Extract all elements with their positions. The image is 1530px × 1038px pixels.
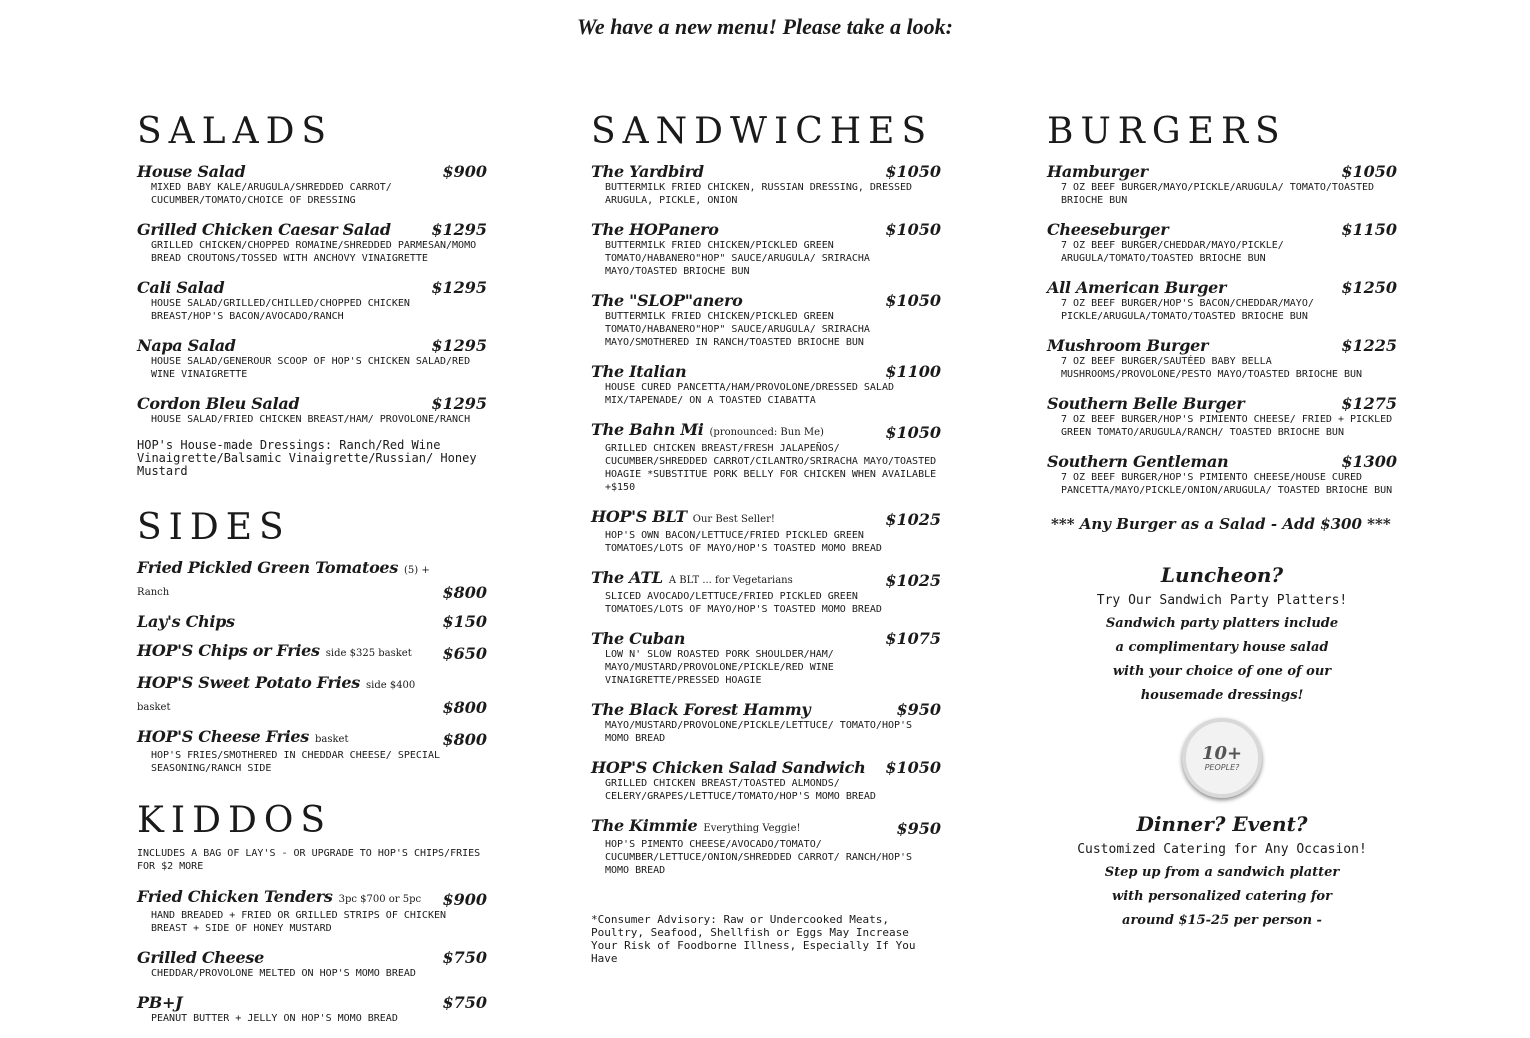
column-middle xyxy=(591,112,941,965)
menu-item-name xyxy=(137,887,421,909)
menu-item-price: $1150 xyxy=(1341,220,1397,239)
menu-item-title: The Cuban xyxy=(591,629,686,648)
menu-item-description: GRILLED CHICKEN BREAST/TOASTED ALMONDS/ CELERY/GRAPES/LETTUCE/TOMATO/HOP'S MOMO BREAD xyxy=(605,778,876,802)
menu-item-name xyxy=(137,612,235,631)
menu-item xyxy=(137,220,487,265)
menu-item-name xyxy=(137,948,264,967)
menu-item-header xyxy=(1047,452,1397,471)
menu-item-description: MIXED BABY KALE/ARUGULA/SHREDDED CARROT/ CUCUMBER/TOMATO/CHOICE OF DRESSING xyxy=(151,182,392,206)
menu-item-name xyxy=(591,162,704,181)
menu-item-price: $1295 xyxy=(431,394,487,413)
menu-item-price: $1225 xyxy=(1341,336,1397,355)
menu-item-name xyxy=(591,700,810,719)
menu-item xyxy=(137,673,487,717)
menu-item-price: $650 xyxy=(442,644,487,663)
menu-item-header xyxy=(137,278,487,297)
menu-item xyxy=(1047,452,1397,497)
menu-item-header xyxy=(591,568,941,590)
menu-item-title: Cordon Bleu Salad xyxy=(137,394,300,413)
menu-item-header xyxy=(1047,162,1397,181)
menu-item-price: $1300 xyxy=(1341,452,1397,471)
menu-item-header xyxy=(137,887,487,909)
menu-item-header xyxy=(591,362,941,381)
menu-item-name xyxy=(137,336,236,355)
dinner-title: Dinner? Event? xyxy=(1136,812,1308,836)
badge-count: 10+ xyxy=(1201,742,1243,764)
menu-item xyxy=(591,220,941,278)
menu-item-title: Southern Belle Burger xyxy=(1047,394,1245,413)
menu-item-price: $1050 xyxy=(885,220,941,239)
menu-item-name xyxy=(1047,336,1208,355)
menu-item-name xyxy=(137,727,348,749)
dressings-note: HOP's House-made Dressings: Ranch/Red Wine Vinaigrette/Balsamic Vinaigrette/Russian/ Honey Mustard xyxy=(137,438,477,478)
menu-item-name xyxy=(1047,162,1148,181)
menu-item-header xyxy=(137,673,487,717)
menu-item-title: HOP'S Cheese Fries xyxy=(137,727,309,746)
kiddos-heading: KIDDOS xyxy=(137,800,333,841)
menu-item-header xyxy=(137,558,487,602)
menu-item xyxy=(591,629,941,687)
menu-item-name xyxy=(591,507,775,529)
menu-item-price: $1100 xyxy=(885,362,941,381)
menu-item xyxy=(137,558,487,602)
menu-item-description: HOUSE SALAD/FRIED CHICKEN BREAST/HAM/ PROVOLONE/RANCH xyxy=(151,414,471,425)
menu-item-title: Napa Salad xyxy=(137,336,236,355)
menu-item-header xyxy=(137,948,487,967)
menu-item-title: HOP'S Chips or Fries xyxy=(137,641,320,660)
luncheon-body xyxy=(1047,612,1397,708)
menu-item-price: $750 xyxy=(442,993,487,1012)
menu-item-price: $1250 xyxy=(1341,278,1397,297)
menu-item-price: $950 xyxy=(896,819,941,838)
menu-item-note: (pronounced: Bun Me) xyxy=(709,427,824,438)
menu-item-description: MAYO/MUSTARD/PROVOLONE/PICKLE/LETTUCE/ TOMATO/HOP'S MOMO BREAD xyxy=(605,720,913,744)
menu-item-description: HOP'S OWN BACON/LETTUCE/FRIED PICKLED GREEN TOMATOES/LOTS OF MAYO/HOP'S TOASTED MOMO BREAD xyxy=(605,530,882,554)
menu-item-description: 7 OZ BEEF BURGER/MAYO/PICKLE/ARUGULA/ TOMATO/TOASTED BRIOCHE BUN xyxy=(1061,182,1375,206)
menu-item-name xyxy=(591,220,719,239)
menu-item-name xyxy=(591,420,824,442)
menu-item-title: Fried Chicken Tenders xyxy=(137,887,333,906)
menu-item-price: $1295 xyxy=(431,278,487,297)
burgers-list xyxy=(1047,162,1397,497)
menu-item-name xyxy=(591,629,685,648)
menu-item-price: $1050 xyxy=(1341,162,1397,181)
menu-item-header xyxy=(137,612,487,631)
menu-item-description: HOP'S FRIES/SMOTHERED IN CHEDDAR CHEESE/ SPECIAL SEASONING/RANCH SIDE xyxy=(151,750,440,774)
menu-item xyxy=(137,336,487,381)
menu-item-description: 7 OZ BEEF BURGER/HOP'S PIMIENTO CHEESE/ FRIED + PICKLED GREEN TOMATO/ARUGULA/RANCH/ TOASTED BRIOCHE BUN xyxy=(1061,414,1393,438)
menu-item-description: HOUSE CURED PANCETTA/HAM/PROVOLONE/DRESSED SALAD MIX/TAPENADE/ ON A TOASTED CIABATTA xyxy=(605,382,894,406)
menu-item-name xyxy=(591,362,686,381)
dinner-line: with personalized catering for xyxy=(1112,889,1332,904)
menu-item-title: House Salad xyxy=(137,162,246,181)
menu-item-price: $1025 xyxy=(885,510,941,529)
menu-item-price: $1295 xyxy=(431,336,487,355)
menu-item-title: HOP'S BLT xyxy=(591,507,687,526)
dinner-subtitle: Customized Catering for Any Occasion! xyxy=(1077,842,1367,857)
menu-item xyxy=(591,700,941,745)
menu-item xyxy=(591,420,941,494)
menu-item-note: (5) + Ranch xyxy=(137,565,430,598)
menu-item-title: Mushroom Burger xyxy=(1047,336,1209,355)
menu-item-header xyxy=(137,220,487,239)
menu-item-name xyxy=(137,278,224,297)
menu-item xyxy=(1047,220,1397,265)
dinner-line: around $15-25 per person - xyxy=(1122,913,1322,928)
menu-item-title: All American Burger xyxy=(1047,278,1227,297)
menu-item xyxy=(591,816,941,877)
menu-item-description: GRILLED CHICKEN BREAST/FRESH JALAPEÑOS/ CUCUMBER/SHREDDED CARROT/CILANTRO/SRIRACHA MAYO/TOASTED HOAGIE *SUBSTITUE PORK BELLY FOR CHICKEN WHEN AVAILABLE +$150 xyxy=(605,443,937,493)
luncheon-title: Luncheon? xyxy=(1160,563,1284,587)
luncheon-line: Sandwich party platters include xyxy=(1105,616,1339,631)
menu-item-price: $1050 xyxy=(885,162,941,181)
column-right xyxy=(1047,112,1397,933)
badge-label: PEOPLE? xyxy=(1204,762,1240,772)
menu-item-name xyxy=(137,162,245,181)
menu-item-header xyxy=(1047,220,1397,239)
luncheon-subtitle: Try Our Sandwich Party Platters! xyxy=(1096,593,1348,608)
menu-item-description: 7 OZ BEEF BURGER/HOP'S PIMIENTO CHEESE/HOUSE CURED PANCETTA/MAYO/PICKLE/ONION/ARUGULA/ TOASTED BRIOCHE BUN xyxy=(1061,472,1393,496)
menu-item-price: $950 xyxy=(896,700,941,719)
luncheon-line: a complimentary house salad xyxy=(1115,640,1329,655)
menu-item-price: $900 xyxy=(442,890,487,909)
menu-item-note: Everything Veggie! xyxy=(703,823,801,834)
menu-item-description: 7 OZ BEEF BURGER/HOP'S BACON/CHEDDAR/MAYO/ PICKLE/ARUGULA/TOMATO/TOASTED BRIOCHE BUN xyxy=(1061,298,1314,322)
menu-item-description: BUTTERMILK FRIED CHICKEN/PICKLED GREEN TOMATO/HABANERO"HOP" SAUCE/ARUGULA/ SRIRACHA MAYO/SMOTHERED IN RANCH/TOASTED BRIOCHE BUN xyxy=(605,311,870,348)
luncheon-line: with your choice of one of our xyxy=(1112,664,1332,679)
menu-item-name xyxy=(1047,220,1168,239)
menu-item-price: $1075 xyxy=(885,629,941,648)
menu-item-description: PEANUT BUTTER + JELLY ON HOP'S MOMO BREAD xyxy=(151,1013,398,1024)
menu-item-title: HOP'S Chicken Salad Sandwich xyxy=(591,758,866,777)
menu-item-description: GRILLED CHICKEN/CHOPPED ROMAINE/SHREDDED PARMESAN/MOMO BREAD CROUTONS/TOSSED WITH ANCHOVY VINAIGRETTE xyxy=(151,240,477,264)
menu-item-price: $1275 xyxy=(1341,394,1397,413)
menu-item-title: Grilled Chicken Caesar Salad xyxy=(137,220,391,239)
menu-item-description: HOP'S PIMENTO CHEESE/AVOCADO/TOMATO/ CUCUMBER/LETTUCE/ONION/SHREDDED CARROT/ RANCH/HOP'S MOMO BREAD xyxy=(605,839,913,876)
menu-item-title: HOP'S Sweet Potato Fries xyxy=(137,673,360,692)
menu-item-price: $1050 xyxy=(885,758,941,777)
menu-item-note: Our Best Seller! xyxy=(692,514,775,525)
menu-item xyxy=(137,641,487,663)
luncheon-block xyxy=(1047,563,1397,798)
menu-item-header xyxy=(1047,394,1397,413)
menu-item-title: The Kimmie xyxy=(591,816,698,835)
menu-item xyxy=(591,291,941,349)
column-left xyxy=(137,112,487,1038)
menu-item-title: Fried Pickled Green Tomatoes xyxy=(137,558,399,577)
menu-item-header xyxy=(137,641,487,663)
menu-item-title: The HOPanero xyxy=(591,220,719,239)
menu-item-header xyxy=(137,162,487,181)
menu-item xyxy=(591,162,941,207)
menu-item-note: A BLT ... for Vegetarians xyxy=(668,575,793,586)
menu-item-header xyxy=(591,758,941,777)
menu-item-header xyxy=(591,507,941,529)
sandwiches-heading: SANDWICHES xyxy=(591,111,934,152)
menu-item-header xyxy=(591,220,941,239)
menu-item xyxy=(1047,162,1397,207)
luncheon-line: housemade dressings! xyxy=(1140,688,1304,703)
menu-item xyxy=(591,568,941,616)
menu-item xyxy=(137,993,487,1025)
menu-item xyxy=(1047,394,1397,439)
kiddos-note: INCLUDES A BAG OF LAY'S - OR UPGRADE TO HOP'S CHIPS/FRIES FOR $2 MORE xyxy=(137,848,481,872)
menu-item-name xyxy=(591,291,743,310)
menu-item xyxy=(591,362,941,407)
menu-item-note: 3pc $700 or 5pc xyxy=(338,894,422,905)
menu-item-header xyxy=(137,727,487,749)
menu-item-name xyxy=(591,816,801,838)
menu-item-price: $900 xyxy=(442,162,487,181)
menu-item-description: 7 OZ BEEF BURGER/CHEDDAR/MAYO/PICKLE/ ARUGULA/TOMATO/TOASTED BRIOCHE BUN xyxy=(1061,240,1284,264)
menu-item-title: The "SLOP"anero xyxy=(591,291,743,310)
menu-item-header xyxy=(137,394,487,413)
menu-item xyxy=(1047,336,1397,381)
menu-item-note: side $400 basket xyxy=(137,680,416,713)
menu-item-header xyxy=(591,700,941,719)
menu-item-name xyxy=(137,394,299,413)
menu-item xyxy=(137,278,487,323)
menu-item-description: 7 OZ BEEF BURGER/SAUTÉED BABY BELLA MUSHROOMS/PROVOLONE/PESTO MAYO/TOASTED BRIOCHE BUN xyxy=(1061,356,1363,380)
menu-item-title: Lay's Chips xyxy=(137,612,235,631)
sides-heading: SIDES xyxy=(137,507,291,548)
menu-item-header xyxy=(591,291,941,310)
menu-item-name xyxy=(137,220,391,239)
menu-item-title: Grilled Cheese xyxy=(137,948,264,967)
menu-item-name xyxy=(137,558,442,602)
menu-item-name xyxy=(591,568,793,590)
menu-item-title: Cheeseburger xyxy=(1047,220,1169,239)
menu-item-title: The Bahn Mi xyxy=(591,420,704,439)
menu-item-name xyxy=(1047,278,1226,297)
menu-item xyxy=(137,162,487,207)
dinner-body xyxy=(1047,861,1397,933)
menu-item-title: Hamburger xyxy=(1047,162,1148,181)
menu-item-title: The Black Forest Hammy xyxy=(591,700,811,719)
menu-item xyxy=(137,887,487,935)
menu-item-title: The ATL xyxy=(591,568,663,587)
menu-item xyxy=(137,394,487,426)
consumer-advisory: *Consumer Advisory: Raw or Undercooked Meats, Poultry, Seafood, Shellfish or Eggs May Increase Your Risk of Foodborne Illness, Especially If You Have xyxy=(591,913,916,965)
menu-item-description: BUTTERMILK FRIED CHICKEN/PICKLED GREEN TOMATO/HABANERO"HOP" SAUCE/ARUGULA/ SRIRACHA MAYO/TOASTED BRIOCHE BUN xyxy=(605,240,870,277)
menu-item-name xyxy=(1047,452,1228,471)
menu-item-description: CHEDDAR/PROVOLONE MELTED ON HOP'S MOMO BREAD xyxy=(151,968,416,979)
menu-item-price: $750 xyxy=(442,948,487,967)
salads-list xyxy=(137,162,487,426)
menu-item-header xyxy=(591,816,941,838)
menu-item-title: Southern Gentleman xyxy=(1047,452,1229,471)
menu-item-price: $1050 xyxy=(885,423,941,442)
salads-heading: SALADS xyxy=(137,111,334,152)
menu-item-note: side $325 basket xyxy=(325,648,412,659)
menu-item-price: $800 xyxy=(442,698,487,717)
menu-item-description: HOUSE SALAD/GENEROUR SCOOP OF HOP'S CHICKEN SALAD/RED WINE VINAIGRETTE xyxy=(151,356,471,380)
menu-item xyxy=(591,758,941,803)
menu-item-header xyxy=(1047,278,1397,297)
menu-item-title: The Yardbird xyxy=(591,162,704,181)
menu-item xyxy=(137,727,487,775)
menu-item-price: $150 xyxy=(442,612,487,631)
menu-item-name xyxy=(591,758,865,777)
menu-item-header xyxy=(591,420,941,442)
menu-item-note: basket xyxy=(314,734,349,745)
menu-item-description: HOUSE SALAD/GRILLED/CHILLED/CHOPPED CHICKEN BREAST/HOP'S BACON/AVOCADO/RANCH xyxy=(151,298,410,322)
menu-item-name xyxy=(1047,394,1244,413)
menu-item-header xyxy=(137,336,487,355)
menu-item-header xyxy=(591,629,941,648)
people-badge xyxy=(1182,718,1262,798)
menu-item-description: BUTTERMILK FRIED CHICKEN, RUSSIAN DRESSING, DRESSED ARUGULA, PICKLE, ONION xyxy=(605,182,913,206)
menu-item-price: $800 xyxy=(442,583,487,602)
menu-item xyxy=(137,612,487,631)
sandwiches-list xyxy=(591,162,941,877)
menu-item-price: $1025 xyxy=(885,571,941,590)
burger-salad-addon: *** Any Burger as a Salad - Add $300 *** xyxy=(1051,515,1391,533)
menu-item-name xyxy=(137,641,412,663)
menu-item-header xyxy=(591,162,941,181)
menu-item-header xyxy=(137,993,487,1012)
menu-item-description: SLICED AVOCADO/LETTUCE/FRIED PICKLED GREEN TOMATOES/LOTS OF MAYO/HOP'S TOASTED MOMO BREAD xyxy=(605,591,882,615)
menu-item xyxy=(591,507,941,555)
menu-item-description: LOW N' SLOW ROASTED PORK SHOULDER/HAM/ MAYO/MUSTARD/PROVOLONE/PICKLE/RED WINE VINAIGRETTE/PRESSED HOAGIE xyxy=(605,649,834,686)
kiddos-list xyxy=(137,887,487,1025)
sides-list xyxy=(137,558,487,775)
menu-item xyxy=(137,948,487,980)
menu-item-title: PB+J xyxy=(137,993,183,1012)
menu-item-title: Cali Salad xyxy=(137,278,225,297)
menu-item-title: The Italian xyxy=(591,362,687,381)
dinner-block xyxy=(1047,812,1397,933)
menu-item-name xyxy=(137,673,442,717)
menu-item-description: HAND BREADED + FRIED OR GRILLED STRIPS OF CHICKEN BREAST + SIDE OF HONEY MUSTARD xyxy=(151,910,447,934)
menu-item-price: $1050 xyxy=(885,291,941,310)
menu-item-header xyxy=(1047,336,1397,355)
burgers-heading: BURGERS xyxy=(1047,111,1287,152)
banner: We have a new menu! Please take a look: xyxy=(577,14,953,39)
menu-item-price: $1295 xyxy=(431,220,487,239)
menu-item xyxy=(1047,278,1397,323)
menu-item-price: $800 xyxy=(442,730,487,749)
dinner-line: Step up from a sandwich platter xyxy=(1104,865,1340,880)
menu-item-name xyxy=(137,993,182,1012)
